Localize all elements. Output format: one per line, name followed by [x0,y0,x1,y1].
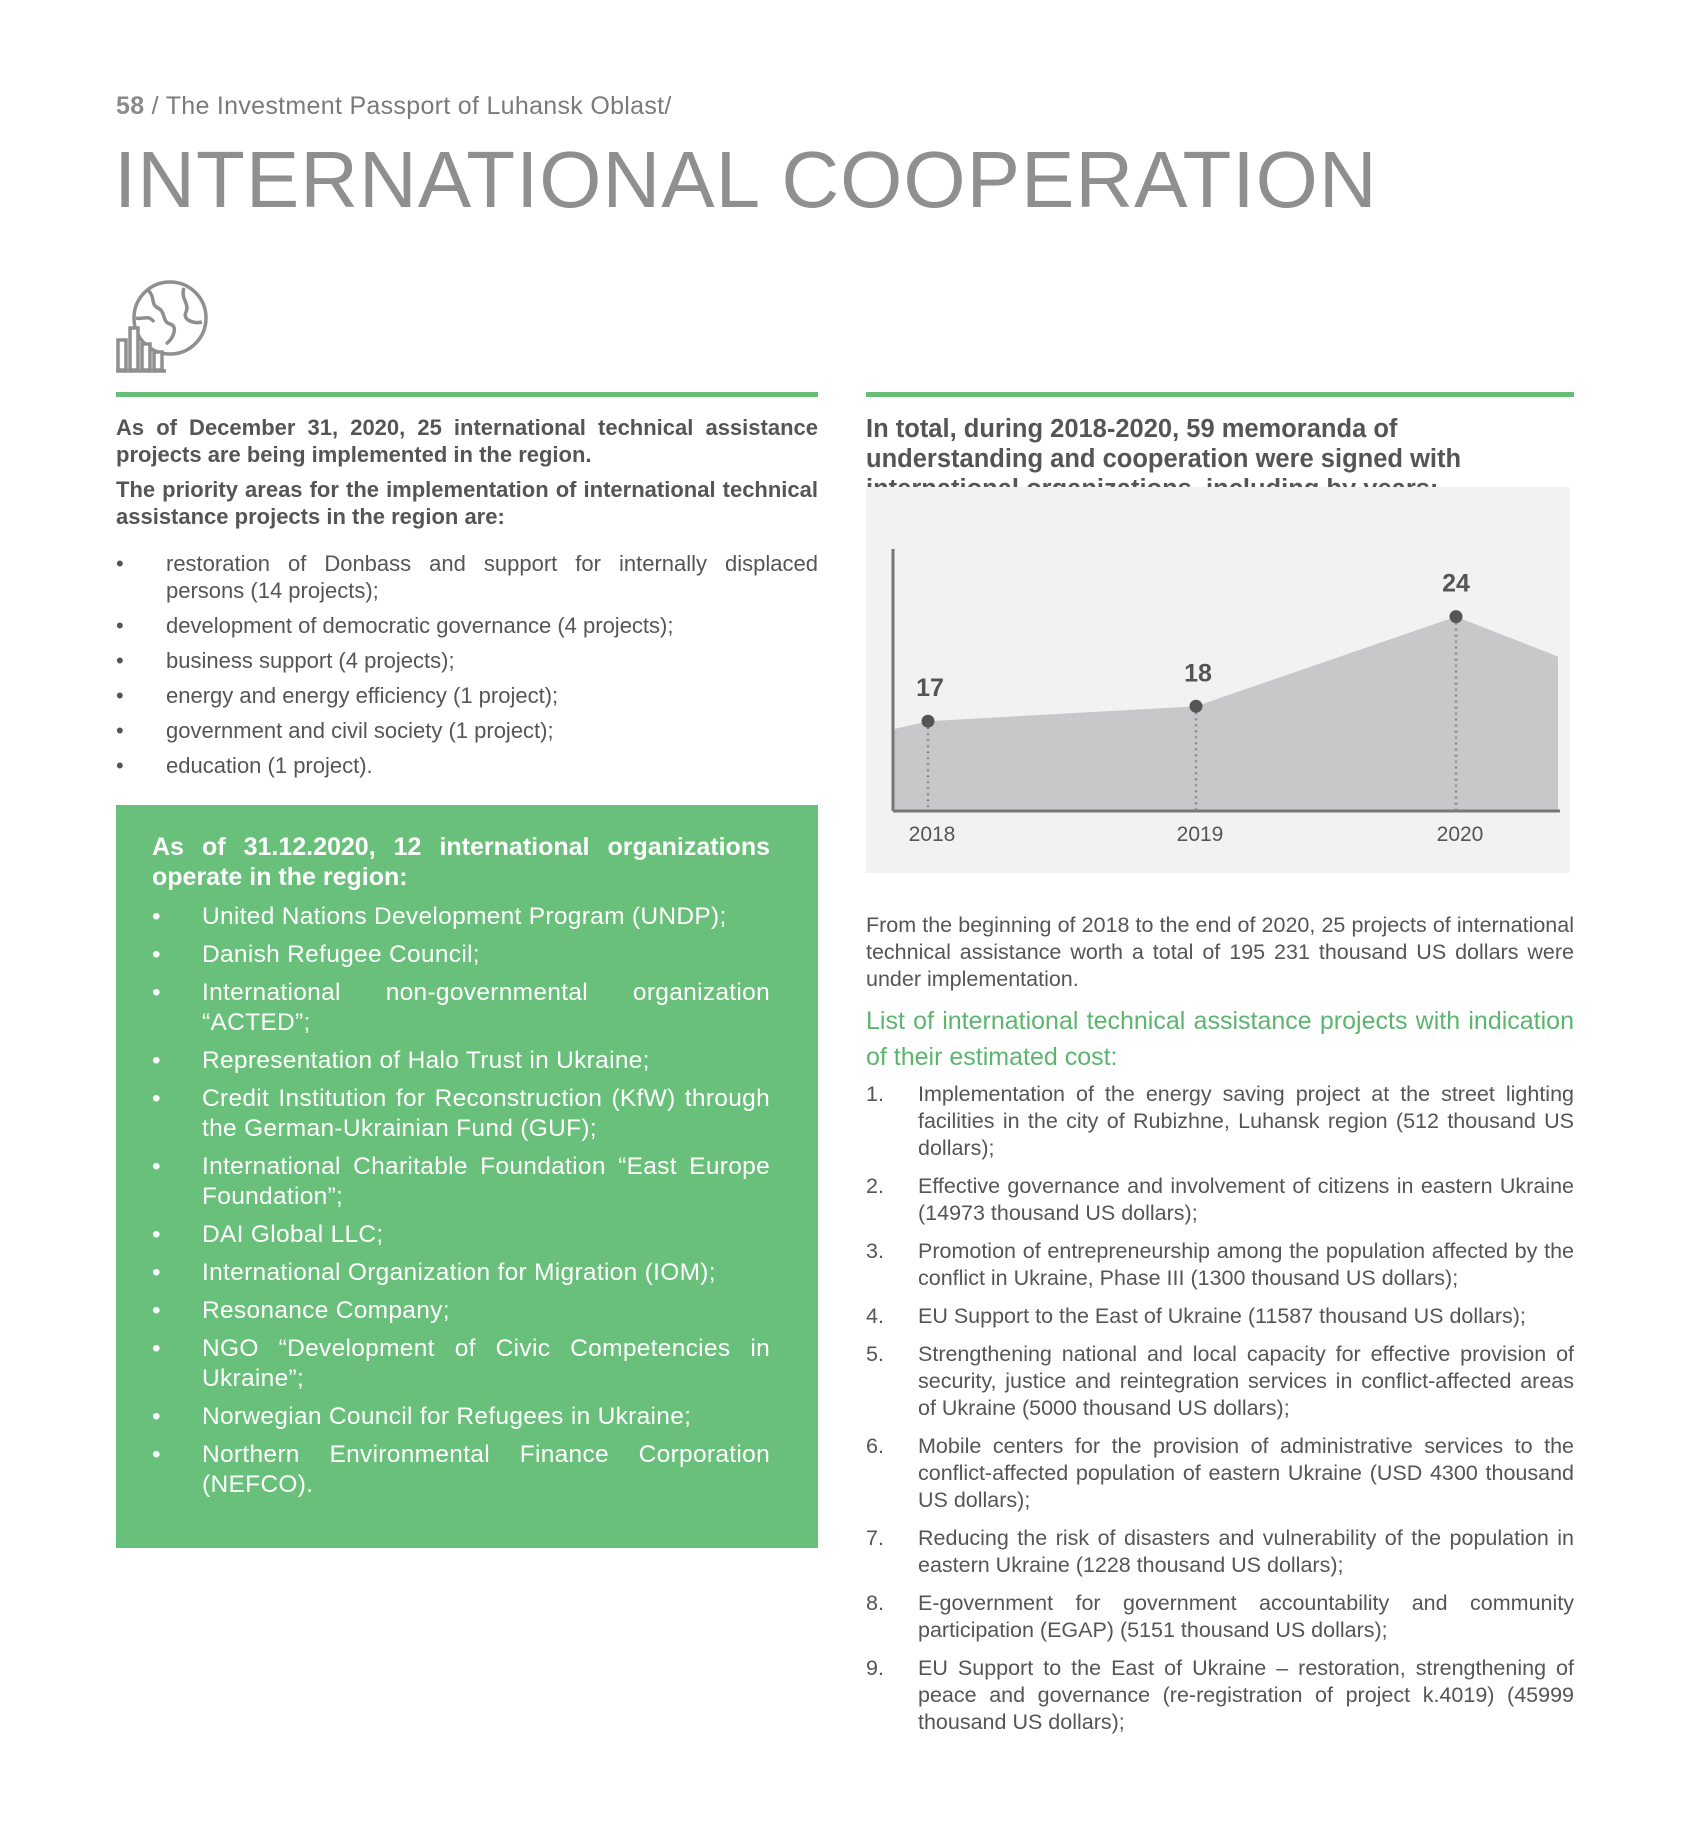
chart-area [893,617,1558,811]
project-number: 6. [866,1434,884,1458]
organization-item: • DAI Global LLC; [152,1220,770,1250]
organization-item: • Danish Refugee Council; [152,940,770,970]
project-item [866,1341,1574,1422]
organization-item: • NGO “Development of Civic Competencies in Ukraine”; [152,1334,770,1394]
priority-area-item: • business support (4 projects); [116,647,818,674]
organizations-list [152,902,770,1500]
project-text: Effective governance and involvement of citizens in eastern Ukraine (14973 thousand US dollars); [918,1174,1574,1225]
projects-list [866,1081,1574,1736]
project-text: Strengthening national and local capacity for effective provision of security, justice and reintegration services in conflict-affected areas of Ukraine (5000 thousand US dollars); [918,1342,1574,1420]
project-item [866,1655,1574,1736]
project-item [866,1081,1574,1162]
organization-item: • Credit Institution for Reconstruction (KfW) through the German-Ukrainian Fund (GUF); [152,1084,770,1144]
chart-x-tick-label: 2019 [1176,823,1224,846]
priority-areas-list [116,550,818,779]
summary-paragraph: From the beginning of 2018 to the end of 2020, 25 projects of international technical assistance worth a total of 195 231 thousand US dollars were under implementation. [866,913,1574,991]
organization-item: • International Charitable Foundation “East Europe Foundation”; [152,1152,770,1212]
project-number: 4. [866,1304,884,1328]
memoranda-chart [866,487,1570,873]
project-text: EU Support to the East of Ukraine – restoration, strengthening of peace and governance (re-registration of project k.4019) (45999 thousand US dollars); [918,1656,1574,1734]
intro-paragraph-2: The priority areas for the implementation of international technical assistance projects in the region are: [116,477,818,529]
organization-item: • Norwegian Council for Refugees in Ukraine; [152,1402,770,1432]
organization-item: • United Nations Development Program (UNDP); [152,902,770,932]
projects-list-heading: List of international technical assistance projects with indication of their estimated cost: [866,1007,1574,1071]
page-title: INTERNATIONAL COOPERATION [114,135,1378,224]
project-text: E-government for government accountability and community participation (EGAP) (5151 thousand US dollars); [918,1591,1574,1642]
right-divider [866,392,1574,397]
organizations-box [116,805,818,1548]
project-item [866,1525,1574,1579]
project-number: 8. [866,1591,884,1615]
project-text: Reducing the risk of disasters and vulnerability of the population in eastern Ukraine (1228 thousand US dollars); [918,1526,1574,1577]
project-item [866,1433,1574,1514]
chart-x-tick-label: 2020 [1436,823,1484,846]
globe-with-bar-chart-icon [114,278,214,374]
left-column [116,414,818,787]
running-title: / The Investment Passport of Luhansk Oblast/ [144,92,672,120]
project-number: 1. [866,1082,884,1106]
project-item [866,1590,1574,1644]
chart-data-label: 17 [916,674,944,703]
priority-area-item: • restoration of Donbass and support for internally displaced persons (14 projects); [116,550,818,604]
intro [116,414,818,530]
chart-heading: In total, during 2018-2020, 59 memoranda of understanding and cooperation were signed with [866,415,1462,473]
project-text: Implementation of the energy saving project at the street lighting facilities in the city of Rubizhne, Luhansk region (512 thousand US dollars); [918,1082,1574,1160]
priority-area-item: • development of democratic governance (4 projects); [116,612,818,639]
chart-data-label: 18 [1184,659,1212,688]
running-head [116,92,672,121]
project-number: 2. [866,1174,884,1198]
organizations-title: As of 31.12.2020, 12 international organizations operate in the region: [152,833,770,891]
chart-point [1450,610,1463,623]
project-text: Mobile centers for the provision of administrative services to the conflict-affected population of eastern Ukraine (USD 4300 thousand US dollars); [918,1434,1574,1512]
organization-item: • Representation of Halo Trust in Ukraine; [152,1046,770,1076]
organization-item: • International Organization for Migration (IOM); [152,1258,770,1288]
project-number: 5. [866,1342,884,1366]
organization-item: • Northern Environmental Finance Corporation (NEFCO). [152,1440,770,1500]
project-text: Promotion of entrepreneurship among the population affected by the conflict in Ukraine, Phase III (1300 thousand US dollars); [918,1239,1574,1290]
organization-item: • International non-governmental organization “ACTED”; [152,978,770,1038]
project-text: EU Support to the East of Ukraine (11587 thousand US dollars); [918,1304,1526,1328]
project-item [866,1238,1574,1292]
chart-data-label: 24 [1442,569,1470,598]
organization-item: • Resonance Company; [152,1296,770,1326]
chart-svg [866,487,1570,873]
page-number: 58 [116,92,145,120]
project-number: 9. [866,1656,884,1680]
chart-point [1190,700,1203,713]
left-divider [116,392,818,397]
chart-x-tick-label: 2018 [908,823,956,846]
right-column-bottom [866,912,1574,1747]
priority-area-item: • energy and energy efficiency (1 project); [116,682,818,709]
project-item [866,1173,1574,1227]
priority-area-item: • education (1 project). [116,752,818,779]
intro-paragraph-1: As of December 31, 2020, 25 international technical assistance projects are being implemented in the region. [116,415,818,467]
priority-area-item: • government and civil society (1 project); [116,717,818,744]
project-number: 7. [866,1526,884,1550]
chart-point [922,715,935,728]
project-item [866,1303,1574,1330]
project-number: 3. [866,1239,884,1263]
